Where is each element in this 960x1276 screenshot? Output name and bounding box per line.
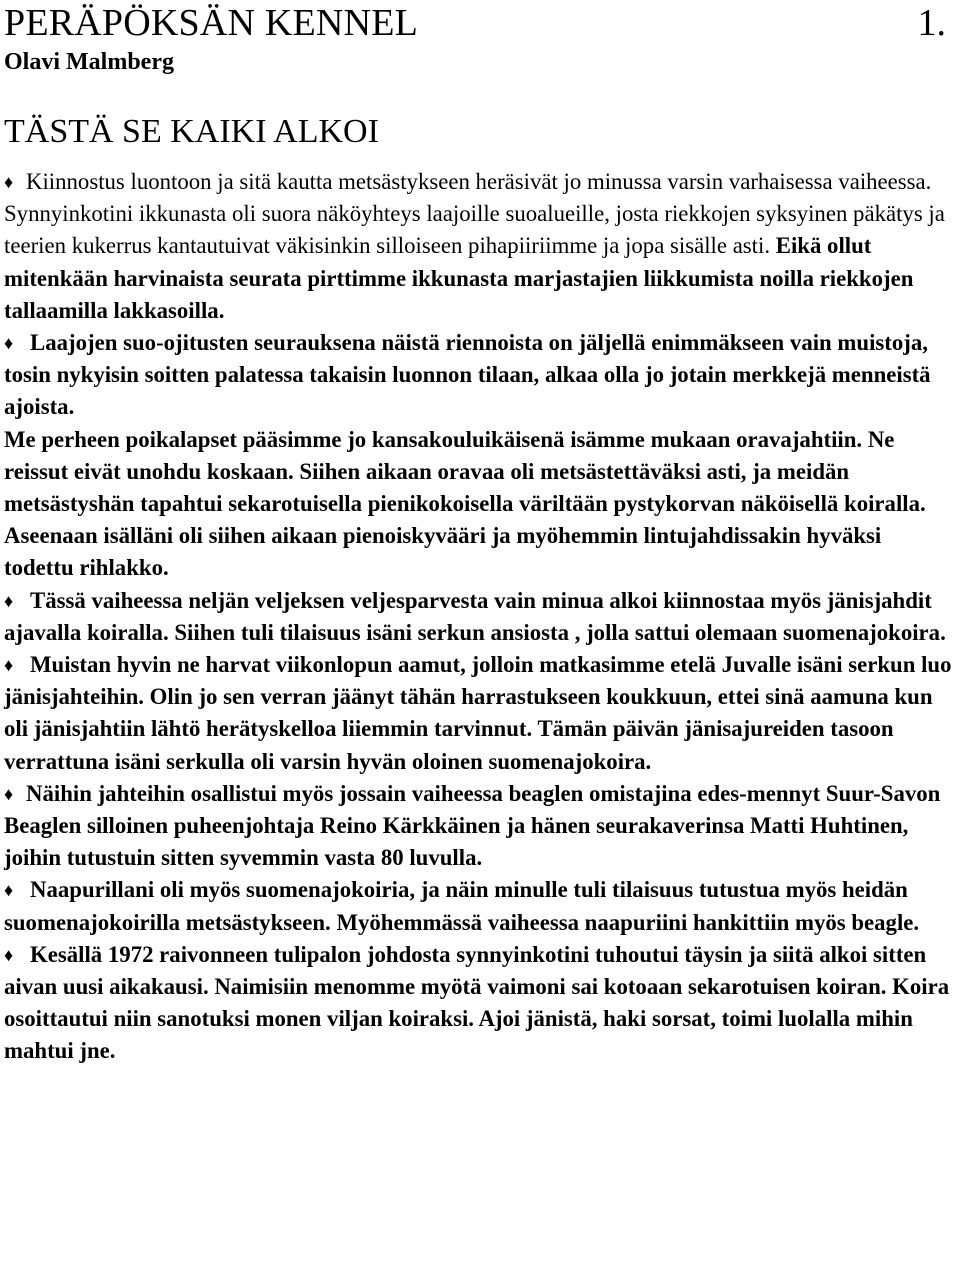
paragraph-1-normal: Kiinnostus luontoon ja sitä kautta metsästykseen heräsivät jo minussa varsin varhaisessa vaiheessa. Synnyinkotini ikkunasta oli suora näköyhteys laajoille suoalueille, josta riekkojen syksyinen päkätys ja teerien kukerrus kantautuivat väkisinkin silloiseen pihapiiriimme ja jopa sisälle asti. <box>4 169 945 259</box>
section-title: TÄSTÄ SE KAIKI ALKOI <box>4 113 379 150</box>
paragraph-4-text: Tässä vaiheessa neljän veljeksen veljesparvesta vain minua alkoi kiinnostaa myös jänisjahdit ajavalla koiralla. Siihen tuli tilaisuus isäni serkun ansiosta , jolla sattui olemaan suomenajokoira. <box>4 587 946 645</box>
diamond-bullet-icon <box>4 327 30 359</box>
paragraph-6 <box>4 778 954 875</box>
paragraph-5 <box>4 649 954 778</box>
paragraph-2-text: Laajojen suo-ojitusten seurauksena näistä riennoista on jäljellä enimmäkseen vain muistoja, tosin nykyisin soitten palatessa takaisin luonnon tilaan, alkaa olla jo jotain merkkejä menneistä ajoista. <box>4 330 931 420</box>
diamond-bullet-icon <box>4 939 30 971</box>
diamond-bullet-icon <box>4 874 30 906</box>
paragraph-1-bold: Eikä ollut mitenkään harvinaista seurata pirttimme ikkunasta marjastajien liikkumista noilla riekkojen tallaamilla lakkasoilla. <box>4 233 914 323</box>
paragraph-7 <box>4 874 954 938</box>
paragraph-7-text: Naapurillani oli myös suomenajokoiria, ja näin minulle tuli tilaisuus tutustua myös heidän suomenajokoirilla metsästykseen. Myöhemmässä vaiheessa naapuriini hankittiin myös beagle. <box>4 877 920 935</box>
header <box>4 0 954 46</box>
paragraph-5-text: Muistan hyvin ne harvat viikonlopun aamut, jolloin matkasimme etelä Juvalle isäni serkun luo jänisjahteihin. Olin jo sen verran jäänyt tähän harrastukseen koukkuun, ettei sinä aamuna kun oli jänisjahtiin lähtö herätyskelloa liiemmin tarvinnut. Tämän päivän jänisajureiden tasoon verrattuna isäni serkulla oli varsin hyvän oloinen suomenajokoira. <box>4 652 952 774</box>
page-number: 1. <box>917 2 946 44</box>
diamond-bullet-icon <box>4 778 26 810</box>
paragraph-4 <box>4 585 954 649</box>
paragraph-2 <box>4 327 954 424</box>
paragraph-8 <box>4 939 954 1068</box>
body-text <box>4 166 954 1068</box>
author-name: Olavi Malmberg <box>4 49 174 75</box>
kennel-title: PERÄPÖKSÄN KENNEL <box>4 2 419 44</box>
diamond-bullet-icon <box>4 585 30 617</box>
paragraph-3-text: Me perheen poikalapset pääsimme jo kansakouluikäisenä isämme mukaan oravajahtiin. Ne reissut eivät unohdu koskaan. Siihen aikaan oravaa oli metsästettäväksi asti, ja meidän metsästyshän tapahtui sekarotuisella pienikokoisella väriltään pystykorvan näköisellä koiralla. Aseenaan isälläni oli siihen aikaan pienoiskyvääri ja myöhemmin lintujahdissakin hyväksi todettu rihlakko. <box>4 426 926 581</box>
paragraph-1 <box>4 166 954 327</box>
diamond-bullet-icon <box>4 649 30 681</box>
diamond-bullet-icon <box>4 166 26 198</box>
paragraph-3 <box>4 424 954 585</box>
paragraph-8-text: Kesällä 1972 raivonneen tulipalon johdosta synnyinkotini tuhoutui täysin ja siitä alkoi sitten aivan uusi aikakausi. Naimisiin menomme myötä vaimoni sai kotoaan sekarotuisen koiran. Koira osoittautui niin sanotuksi monen viljan koiraksi. Ajoi jänistä, haki sorsat, toimi luolalla mihin mahtui jne. <box>4 941 950 1064</box>
paragraph-6-text: Näihin jahteihin osallistui myös jossain vaiheessa beaglen omistajina edes-mennyt Suur-Savon Beaglen silloinen puheenjohtaja Reino Kärkkäinen ja hänen seurakaverinsa Matti Huhtinen, joihin tutustuin sitten syvemmin vasta 80 luvulla. <box>4 780 941 871</box>
